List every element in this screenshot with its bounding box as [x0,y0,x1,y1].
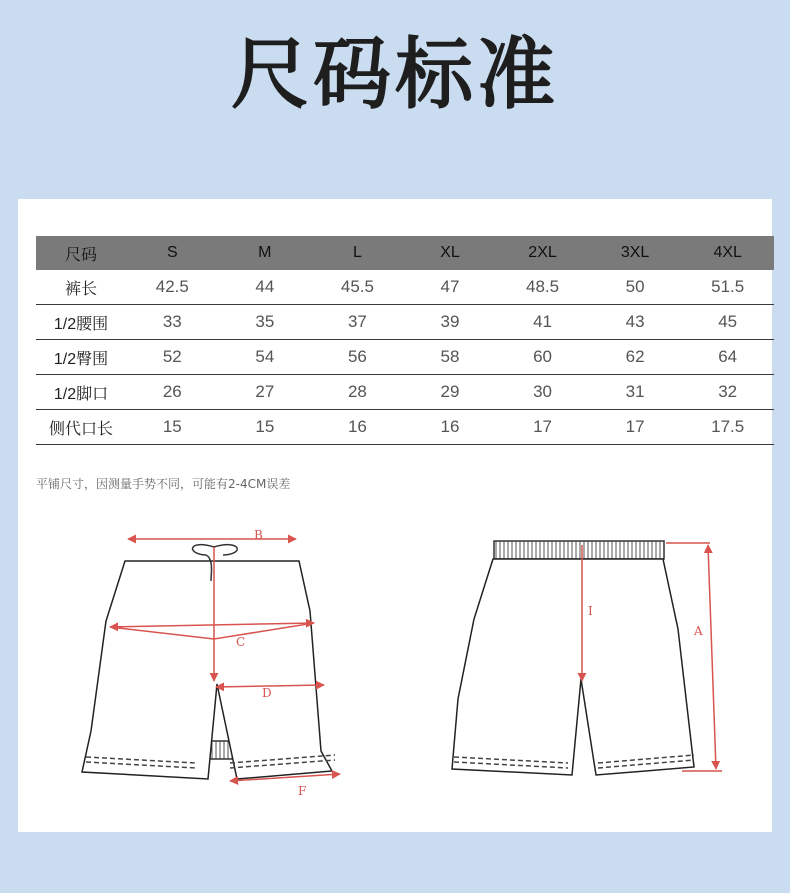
table-row [36,305,774,340]
table-cell: 41 [496,305,589,340]
table-cell: 15 [126,410,219,445]
table-cell: 56 [311,340,404,375]
table-row [36,410,774,445]
header-cell: L [311,236,404,270]
table-cell: 30 [496,375,589,410]
measurement-note: 平铺尺寸，因测量手势不同，可能有2-4CM误差 [36,477,291,491]
table-cell: 29 [404,375,497,410]
header-cell: S [126,236,219,270]
table-row [36,270,774,305]
table-cell: 64 [681,340,774,375]
table-cell: 58 [404,340,497,375]
header-cell: 4XL [681,236,774,270]
table-cell: 17.5 [681,410,774,445]
table-row [36,340,774,375]
table-cell: 31 [589,375,682,410]
table-cell: 26 [126,375,219,410]
table-cell: 15 [219,410,312,445]
table-cell: 42.5 [126,270,219,305]
table-cell: 43 [589,305,682,340]
table-cell: 47 [404,270,497,305]
table-cell: 44 [219,270,312,305]
header-cell: M [219,236,312,270]
table-cell: 52 [126,340,219,375]
table-cell: 39 [404,305,497,340]
table-cell: 60 [496,340,589,375]
label-d: D [262,686,272,700]
shorts-front-view [82,545,335,779]
table-cell: 62 [589,340,682,375]
table-cell: 33 [126,305,219,340]
header-cell: 3XL [589,236,682,270]
shorts-measurement-diagram [18,519,772,799]
row-label: 侧代口长 [36,410,126,445]
table-row [36,375,774,410]
table-cell: 28 [311,375,404,410]
size-chart-card [18,199,772,832]
label-i: I [588,604,593,618]
shorts-back-view [452,541,694,775]
header-cell: 2XL [496,236,589,270]
row-label: 1/2脚口 [36,375,126,410]
table-cell: 16 [404,410,497,445]
row-label: 1/2臀围 [36,340,126,375]
row-label: 裤长 [36,270,126,305]
table-cell: 45 [681,305,774,340]
table-cell: 32 [681,375,774,410]
table-cell: 35 [219,305,312,340]
table-cell: 16 [311,410,404,445]
page-title: 尺码标准 [230,30,559,120]
table-cell: 48.5 [496,270,589,305]
label-a: A [694,624,703,638]
table-cell: 17 [589,410,682,445]
table-cell: 45.5 [311,270,404,305]
label-f: F [298,784,307,798]
row-label: 1/2腰围 [36,305,126,340]
table-cell: 27 [219,375,312,410]
table-cell: 50 [589,270,682,305]
header-cell: 尺码 [36,236,126,270]
table-cell: 54 [219,340,312,375]
table-cell: 51.5 [681,270,774,305]
size-table [36,236,774,445]
table-cell: 17 [496,410,589,445]
label-b: B [254,528,263,542]
table-header-row [36,236,774,270]
table-cell: 37 [311,305,404,340]
header-cell: XL [404,236,497,270]
label-c: C [236,635,246,649]
